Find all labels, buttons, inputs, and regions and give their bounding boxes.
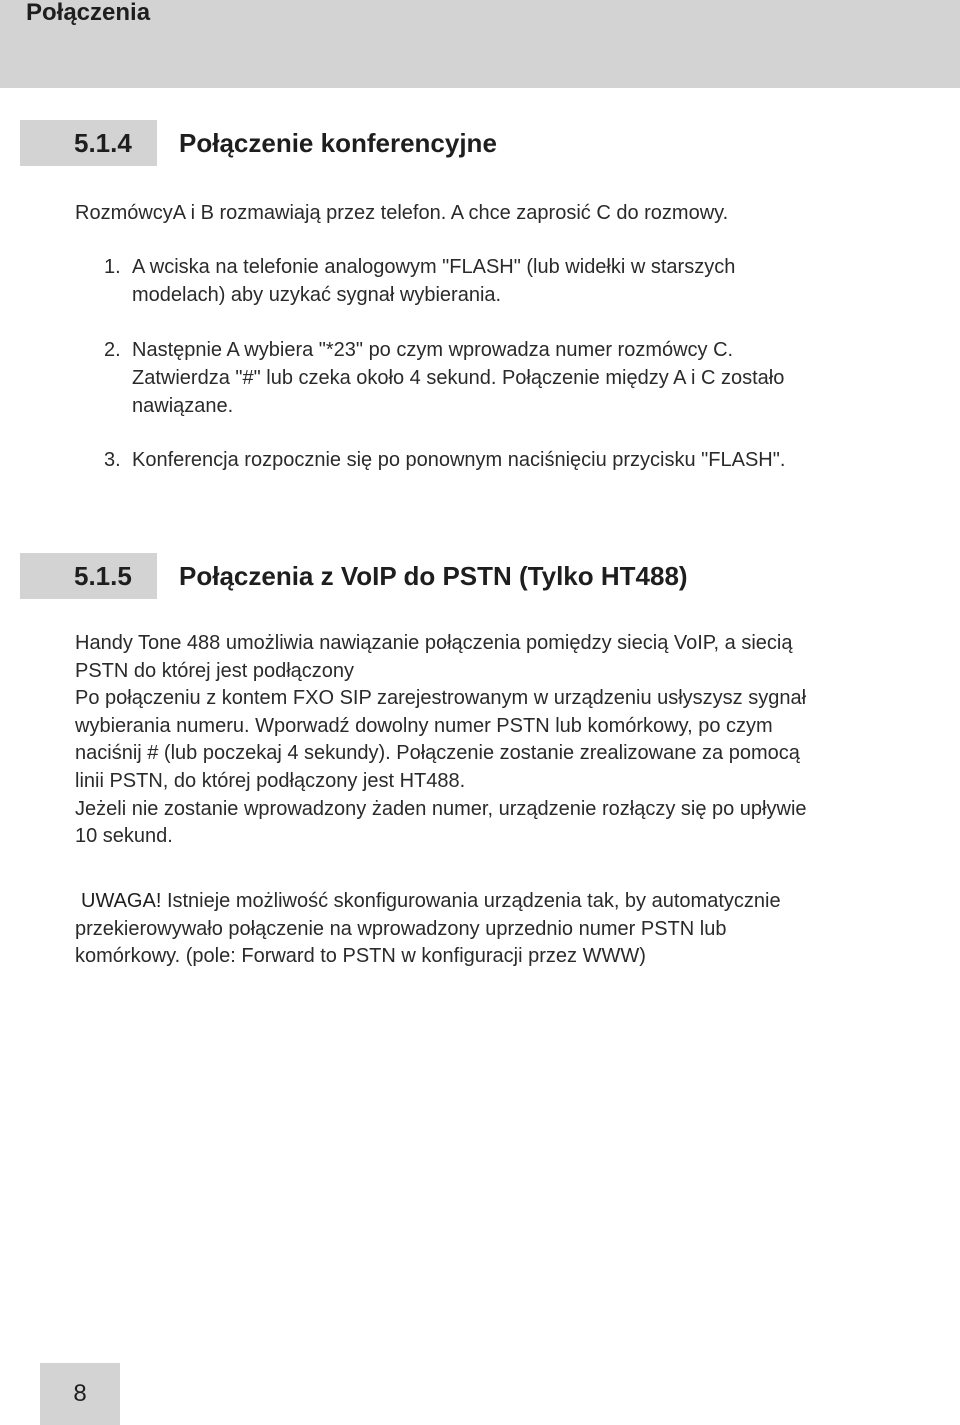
list-item-number: 2. bbox=[104, 339, 121, 361]
body-line: 10 sekund. bbox=[75, 825, 173, 848]
page-header-bar bbox=[0, 0, 960, 88]
body-line: Handy Tone 488 umożliwia nawiązanie połączenia pomiędzy siecią VoIP, a siecią bbox=[75, 632, 793, 654]
warning-line: komórkowy. (pole: Forward to PSTN w konfiguracji przez WWW) bbox=[75, 945, 646, 968]
list-item-line: nawiązane. bbox=[132, 395, 234, 417]
list-item-text bbox=[132, 446, 902, 474]
list-item-line: Konferencja rozpocznie się po ponownym naciśnięciu przycisku "FLASH". bbox=[132, 449, 786, 471]
list-item-line: Następnie A wybiera "*23" po czym wprowadza numer rozmówcy C. bbox=[132, 339, 734, 361]
warning-label: UWAGA! bbox=[81, 890, 162, 912]
page-header-title: Połączenia bbox=[26, 0, 151, 26]
section-number: 5.1.4 bbox=[20, 120, 157, 166]
body-line: linii PSTN, do której podłączony jest HT488. bbox=[75, 769, 466, 792]
page-number: 8 bbox=[40, 1363, 120, 1425]
list-item-line: Zatwierdza "#" lub czeka około 4 sekund. Połączenie między A i C zostało bbox=[132, 367, 785, 389]
warning-first-line bbox=[75, 888, 925, 916]
list-item-number: 3. bbox=[104, 449, 121, 471]
body-paragraph bbox=[75, 630, 925, 851]
section-heading-5-1-5 bbox=[20, 553, 920, 599]
body-line: PSTN do której jest podłączony bbox=[75, 659, 355, 682]
list-item-line: modelach) aby uzykać sygnał wybierania. bbox=[132, 284, 502, 306]
list-item-text bbox=[132, 253, 902, 309]
body-line: Jeżeli nie zostanie wprowadzony żaden numer, urządzenie rozłączy się po upływie bbox=[75, 797, 807, 820]
warning-paragraph bbox=[75, 888, 925, 971]
body-line: Po połączeniu z kontem FXO SIP zarejestrowanym w urządzeniu usłyszysz sygnał bbox=[75, 687, 807, 710]
section-title: Połączenie konferencyjne bbox=[179, 128, 497, 158]
section-number: 5.1.5 bbox=[20, 553, 157, 599]
body-line: wybierania numeru. Wporwadź dowolny numer PSTN lub komórkowy, po czym bbox=[75, 714, 773, 737]
warning-text: Istnieje możliwość skonfigurowania urządzenia tak, by automatycznie bbox=[166, 890, 781, 912]
list-item-number: 1. bbox=[104, 256, 121, 278]
list-item-text bbox=[132, 336, 902, 420]
section-heading-5-1-4 bbox=[20, 120, 920, 166]
section-title: Połączenia z VoIP do PSTN (Tylko HT488) bbox=[179, 561, 688, 591]
warning-line: przekierowywało połączenie na wprowadzony uprzednio numer PSTN lub bbox=[75, 917, 727, 940]
list-item-line: A wciska na telefonie analogowym "FLASH" (lub widełki w starszych bbox=[132, 256, 736, 278]
intro-paragraph: RozmówcyA i B rozmawiają przez telefon. A chce zaprosić C do rozmowy. bbox=[75, 202, 729, 224]
body-line: naciśnij # (lub poczekaj 4 sekundy). Połączenie zostanie zrealizowane za pomocą bbox=[75, 742, 800, 765]
